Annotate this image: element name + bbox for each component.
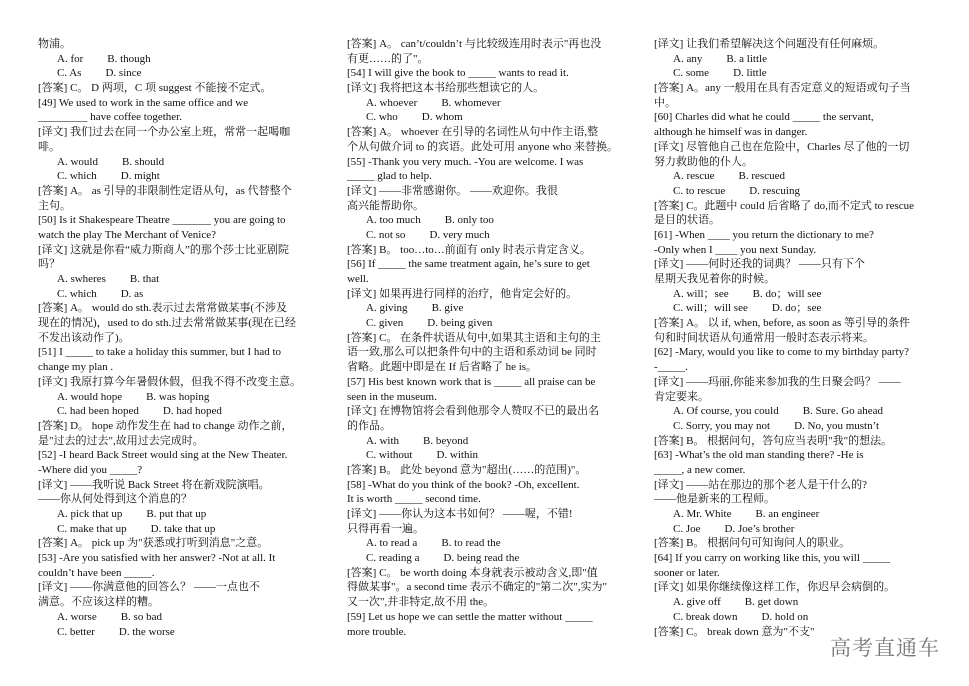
text-line: [56] If _____ the same treatment again, he’s sure to get bbox=[347, 258, 590, 271]
text-line: _____, a new comer. bbox=[654, 463, 746, 476]
answer-option: B. get down bbox=[744, 596, 799, 609]
text-line: 省略。此题中即是在 If 后省略了 he is。 bbox=[347, 361, 538, 374]
answer-options-row bbox=[347, 301, 647, 316]
answer-option: C. to rescue bbox=[673, 184, 726, 197]
answer-options-row bbox=[38, 404, 338, 419]
text-line: 不发出该动作了)。 bbox=[38, 331, 130, 344]
answer-option: C. given bbox=[366, 317, 404, 330]
answer-options-row bbox=[38, 66, 338, 81]
answer-options-row bbox=[38, 522, 338, 537]
answer-options-row bbox=[38, 287, 338, 302]
text-line: seen in the museum. bbox=[347, 390, 437, 403]
answer-option: A. pick that up bbox=[57, 508, 123, 520]
answer-options-row bbox=[347, 434, 647, 449]
text-line: [61] -When ____ you return the dictionary to me? bbox=[654, 228, 874, 241]
text-line: 的作品。 bbox=[347, 419, 391, 432]
text-line: [答案] C。 D 两项，C 项 suggest 不能接不定式。 bbox=[38, 82, 272, 95]
watermark-logo: 高考直通车 bbox=[830, 632, 940, 662]
answer-options-row bbox=[38, 625, 338, 640]
answer-option: B. an engineer bbox=[755, 508, 820, 520]
text-line: 个从句做介词 to 的宾语。此处可用 anyone who 来替换。 bbox=[347, 140, 619, 153]
text-line: 高兴能帮助你。 bbox=[347, 199, 424, 212]
text-line: [64] If you carry on working like this, you will _____ bbox=[654, 552, 891, 565]
answer-option: A. would hope bbox=[57, 390, 123, 403]
answer-option: D. No, you mustn’t bbox=[794, 419, 880, 432]
text-line: 是目的状语。 bbox=[654, 214, 720, 227]
text-line: -Only when I ____ you next Sunday. bbox=[654, 243, 817, 256]
answer-option: D. little bbox=[733, 67, 767, 80]
text-line: ——他是新来的工程师。 bbox=[654, 493, 775, 506]
text-line: [58] -What do you think of the book? -Oh, excellent. bbox=[347, 478, 580, 491]
text-line: [53] -Are you satisfied with her answer? -Not at all. It bbox=[38, 552, 276, 565]
answer-options-row bbox=[347, 110, 647, 125]
text-line: [译文] ——你满意他的回答么？ ——一点也不 bbox=[38, 581, 260, 594]
text-line: [译文] 这就是你看“威力斯商人”的那个莎士比亚剧院 bbox=[38, 243, 289, 256]
text-line: [51] I _____ to take a holiday this summer, but I had to bbox=[38, 346, 282, 359]
answer-option: A. to read a bbox=[366, 537, 418, 550]
text-line: [答案] A。any 一般用在具有否定意义的短语或句子当 bbox=[654, 82, 911, 95]
answer-option: A. give off bbox=[673, 596, 721, 609]
answer-option: C. without bbox=[366, 449, 413, 462]
text-line: [译文] ——你认为这本书如何？ ——喔，不错! bbox=[347, 508, 573, 520]
answer-option: D. take that up bbox=[150, 522, 216, 535]
answer-option: B. a little bbox=[726, 52, 767, 65]
answer-options-row bbox=[38, 272, 338, 287]
text-line: [答案] B。 too…to…前面有 only 时表示肯定含义。 bbox=[347, 243, 591, 256]
text-line: more trouble. bbox=[347, 625, 407, 638]
answer-option: C. some bbox=[673, 67, 710, 80]
answer-options-row bbox=[654, 419, 954, 434]
answer-options-row bbox=[654, 522, 954, 537]
text-line: [译文] 尽管他自己也在危险中，Charles 尽了他的一切 bbox=[654, 140, 910, 153]
text-line: [57] His best known work that is _____ all praise can be bbox=[347, 375, 596, 388]
answer-option: D. had hoped bbox=[162, 405, 222, 418]
answer-option: A. giving bbox=[366, 302, 408, 315]
answer-option: C. who bbox=[366, 111, 398, 124]
answer-option: C. make that up bbox=[57, 522, 127, 535]
answer-options-row bbox=[654, 66, 954, 81]
text-line: 中。 bbox=[654, 96, 676, 109]
answer-option: A. would bbox=[57, 155, 98, 168]
text-column-1 bbox=[38, 37, 338, 639]
text-line: 只得再看一遍。 bbox=[347, 522, 424, 535]
answer-option: B. was hoping bbox=[146, 390, 210, 403]
answer-option: A. worse bbox=[57, 610, 97, 623]
answer-options-row bbox=[654, 595, 954, 610]
answer-options-row bbox=[654, 52, 954, 67]
answer-option: B. Sure. Go ahead bbox=[802, 405, 884, 418]
text-line: [译文] ——非常感谢你。 ——欢迎你。我很 bbox=[347, 184, 558, 197]
answer-option: A. too much bbox=[366, 214, 421, 227]
text-line: [54] I will give the book to _____ wants to read it. bbox=[347, 67, 569, 80]
text-line: couldn’t have been _____. bbox=[38, 566, 155, 579]
text-line: [答案] C。 be worth doing 本身就表示被动含义,即"值 bbox=[347, 566, 598, 579]
answer-option: B. beyond bbox=[423, 434, 469, 447]
answer-option: C. Sorry, you may not bbox=[673, 419, 771, 432]
text-line: [59] Let us hope we can settle the matter without _____ bbox=[347, 610, 593, 623]
text-line: 啡。 bbox=[38, 140, 60, 153]
text-line: 吗？ bbox=[38, 258, 60, 271]
text-line: [答案] A。 whoever 在引导的名词性从句中作主语,整 bbox=[347, 126, 599, 139]
answer-options-row bbox=[654, 169, 954, 184]
answer-option: D. within bbox=[436, 449, 479, 462]
answer-options-row bbox=[347, 213, 647, 228]
text-line: 满意。不应该这样的糟。 bbox=[38, 596, 159, 609]
text-line: -_____. bbox=[654, 361, 688, 374]
text-line: [译文] 我原打算今年暑假休假，但我不得不改变主意。 bbox=[38, 375, 302, 388]
text-line: [译文] ——我听说 Back Street 将在新戏院演唱。 bbox=[38, 478, 270, 491]
text-line: 努力救助他的仆人。 bbox=[654, 155, 753, 168]
answer-options-row bbox=[38, 507, 338, 522]
answer-option: D. hold on bbox=[761, 610, 809, 623]
text-line: [答案] A。 pick up 为"获悉或打听到消息"之意。 bbox=[38, 537, 269, 550]
text-line: [答案] A。 以 if, when, before, as soon as 等引导的条件 bbox=[654, 317, 911, 330]
text-line: [译文] 我将把这本书给那些想读它的人。 bbox=[347, 82, 545, 95]
text-line: 物浦。 bbox=[38, 38, 71, 50]
answer-option: D. do；see bbox=[771, 302, 822, 315]
text-line: 肯定要来。 bbox=[654, 390, 709, 403]
answer-option: B. so bad bbox=[120, 610, 162, 623]
answer-options-row bbox=[654, 184, 954, 199]
answer-options-row bbox=[38, 52, 338, 67]
answer-option: D. Joe’s brother bbox=[724, 522, 795, 535]
answer-option: A. whoever bbox=[366, 96, 418, 109]
answer-options-row bbox=[38, 390, 338, 405]
answer-option: C. will；will see bbox=[673, 302, 748, 315]
text-line: [答案] D。 hope 动作发生在 had to change 动作之前， bbox=[38, 419, 293, 432]
text-line: 现在的情况)，used to do sth.过去常常做某事(现在已经 bbox=[38, 317, 296, 330]
text-line: -Where did you _____? bbox=[38, 463, 143, 476]
text-line: 有更……的了"。 bbox=[347, 52, 429, 65]
answer-option: C. better bbox=[57, 625, 95, 638]
text-line: _________ have coffee together. bbox=[38, 111, 182, 124]
answer-options-row bbox=[654, 507, 954, 522]
answer-option: C. which bbox=[57, 170, 97, 183]
text-line: [译文] 在博物馆将会看到他那令人赞叹不已的最出名 bbox=[347, 405, 600, 418]
text-line: 又一次",并非特定,故不用 the。 bbox=[347, 596, 495, 609]
answer-option: C. not so bbox=[366, 228, 406, 241]
answer-option: B. should bbox=[121, 155, 165, 168]
answer-option: C. break down bbox=[673, 610, 738, 623]
answer-option: A. any bbox=[673, 52, 703, 65]
answer-option: B. only too bbox=[444, 214, 494, 227]
answer-option: D. being given bbox=[427, 317, 493, 330]
answer-option: B. give bbox=[431, 302, 464, 315]
text-line: [答案] C。此题中 could 后省略了 do,而不定式 to rescue bbox=[654, 199, 914, 212]
answer-option: A. Mr. White bbox=[673, 508, 732, 520]
text-line: [50] Is it Shakespeare Theatre _______ you are going to bbox=[38, 214, 286, 227]
answer-option: D. very much bbox=[429, 228, 490, 241]
text-column-2 bbox=[347, 37, 647, 639]
text-line: [52] -I heard Back Street would sing at the New Theater. bbox=[38, 449, 288, 462]
answer-option: C. As bbox=[57, 67, 82, 80]
answer-option: A. swheres bbox=[57, 273, 106, 285]
answer-options-row bbox=[38, 169, 338, 184]
answer-option: D. being read the bbox=[443, 552, 520, 565]
text-line: [译文] 让我们希望解决这个问题没有任何麻烦。 bbox=[654, 38, 885, 50]
answer-option: C. Joe bbox=[673, 522, 701, 535]
answer-option: A. with bbox=[366, 434, 399, 447]
text-line: ——你从何处得到这个消息的？ bbox=[38, 493, 192, 506]
answer-options-row bbox=[347, 551, 647, 566]
answer-option: A. for bbox=[57, 52, 84, 65]
text-line: _____ glad to help. bbox=[347, 170, 432, 183]
answer-option: D. as bbox=[120, 287, 144, 300]
text-line: [译文] 如果你继续像这样工作，你迟早会病倒的。 bbox=[654, 581, 896, 594]
text-line: [55] -Thank you very much. -You are welcome. I was bbox=[347, 155, 584, 168]
text-line: sooner or later. bbox=[654, 566, 720, 579]
text-line: 语一致,那么可以把条件句中的主语和系动词 be 同时 bbox=[347, 346, 597, 359]
text-line: 星期天我见着你的时候。 bbox=[654, 273, 775, 285]
answer-option: C. which bbox=[57, 287, 97, 300]
text-line: [译文] ——何时还我的词典？ ——只有下个 bbox=[654, 258, 865, 271]
answer-option: D. the worse bbox=[118, 625, 175, 638]
answer-options-row bbox=[654, 610, 954, 625]
text-line: [答案] B。 此处 beyond 意为"超出(……的范围)"。 bbox=[347, 463, 587, 476]
answer-options-row bbox=[347, 448, 647, 463]
answer-option: B. whomever bbox=[441, 96, 501, 109]
text-line: although he himself was in danger. bbox=[654, 126, 808, 139]
text-column-3 bbox=[654, 37, 954, 639]
answer-option: B. put that up bbox=[146, 508, 207, 520]
answer-option: B. though bbox=[107, 52, 151, 65]
answer-option: B. to read the bbox=[441, 537, 501, 550]
text-line: [答案] A。 can’t/couldn’t 与比较级连用时表示"再也没 bbox=[347, 38, 602, 50]
text-line: 得做某事"。a second time 表示不确定的"第二次",实为" bbox=[347, 581, 607, 594]
text-line: [答案] C。 break down 意为"不支" bbox=[654, 625, 815, 638]
answer-options-row bbox=[347, 228, 647, 243]
text-line: [译文] 我们过去在同一个办公室上班，常常一起喝咖 bbox=[38, 126, 291, 139]
text-line: [49] We used to work in the same office and we bbox=[38, 96, 249, 109]
text-line: [答案] A。 would do sth.表示过去常常做某事(不涉及 bbox=[38, 302, 288, 315]
answer-option: B. do；will see bbox=[752, 287, 822, 300]
answer-options-row bbox=[654, 404, 954, 419]
text-line: [答案] B。 根据问句，答句应当表明"我"的想法。 bbox=[654, 434, 893, 447]
text-line: [60] Charles did what he could _____ the servant, bbox=[654, 111, 874, 124]
answer-option: A. rescue bbox=[673, 170, 715, 183]
answer-option: B. that bbox=[129, 273, 160, 285]
text-line: [62] -Mary, would you like to come to my birthday party? bbox=[654, 346, 909, 359]
text-line: [答案] B。 根据问句可知询问人的职业。 bbox=[654, 537, 851, 550]
text-line: [译文] ——站在那边的那个老人是干什么的? bbox=[654, 478, 867, 491]
text-line: watch the play The Merchant of Venice? bbox=[38, 228, 216, 241]
text-line: It is worth _____ second time. bbox=[347, 493, 481, 506]
text-line: 主句。 bbox=[38, 199, 71, 212]
answer-option: C. had been hoped bbox=[57, 405, 139, 418]
text-line: [63] -What’s the old man standing there? -He is bbox=[654, 449, 864, 462]
answer-options-row bbox=[38, 610, 338, 625]
answer-options-row bbox=[654, 301, 954, 316]
answer-options-row bbox=[347, 536, 647, 551]
answer-option: B. rescued bbox=[738, 170, 785, 183]
answer-option: A. will；see bbox=[673, 287, 729, 300]
text-line: 是"过去的过去",故用过去完成时。 bbox=[38, 434, 204, 447]
answer-options-row bbox=[347, 316, 647, 331]
text-line: 句和时间状语从句通常用一般时态表示将来。 bbox=[654, 331, 874, 344]
answer-option: D. rescuing bbox=[749, 184, 800, 197]
answer-options-row bbox=[347, 96, 647, 111]
text-line: well. bbox=[347, 273, 369, 285]
text-line: [答案] C。 在条件状语从句中,如果其主语和主句的主 bbox=[347, 331, 601, 344]
answer-option: C. reading a bbox=[366, 552, 420, 565]
answer-option: D. since bbox=[105, 67, 142, 80]
answer-option: A. Of course, you could bbox=[673, 405, 779, 418]
answer-options-row bbox=[38, 155, 338, 170]
answer-option: D. might bbox=[120, 170, 160, 183]
answer-option: D. whom bbox=[421, 111, 463, 124]
text-line: [译文] 如果再进行同样的治疗，他肯定会好的。 bbox=[347, 287, 578, 300]
text-line: [译文] ——玛丽,你能来参加我的生日聚会吗？ —— bbox=[654, 375, 901, 388]
text-line: [答案] A。 as 引导的非限制性定语从句，as 代替整个 bbox=[38, 184, 292, 197]
answer-options-row bbox=[654, 287, 954, 302]
text-line: change my plan . bbox=[38, 361, 114, 374]
